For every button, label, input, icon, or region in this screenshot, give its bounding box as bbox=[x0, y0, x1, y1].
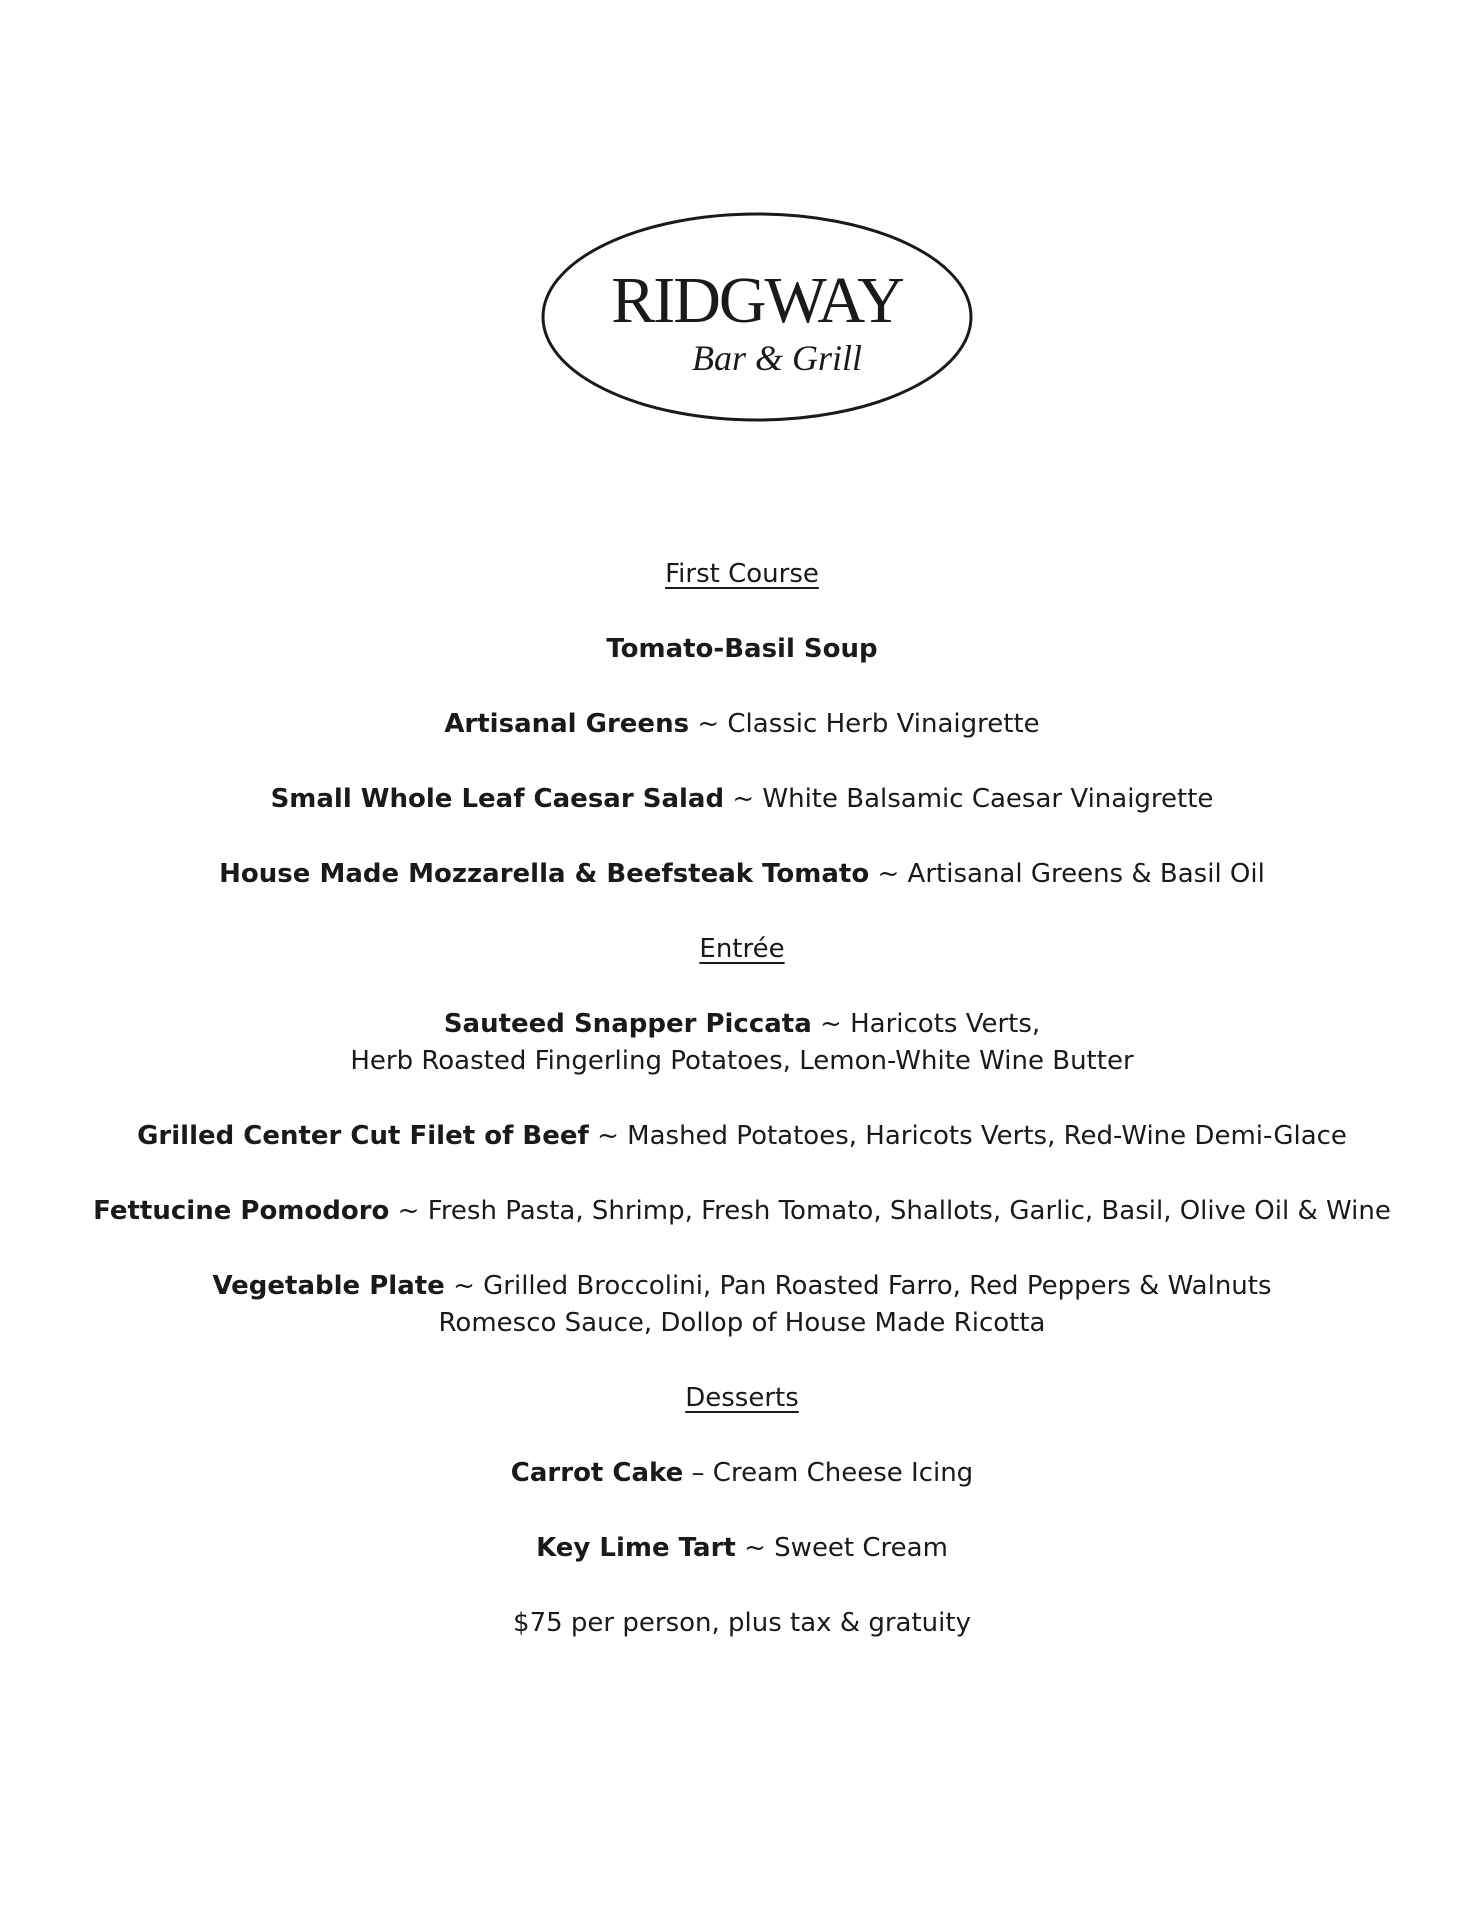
item-description: Haricots Verts, bbox=[850, 1009, 1041, 1039]
item-description: Fresh Pasta, Shrimp, Fresh Tomato, Shallots, Garlic, Basil, Olive Oil & Wine bbox=[427, 1196, 1391, 1226]
menu-item bbox=[0, 1530, 1484, 1567]
restaurant-logo bbox=[539, 210, 975, 424]
logo-tagline: Bar & Grill bbox=[691, 338, 863, 378]
item-description: White Balsamic Caesar Vinaigrette bbox=[762, 784, 1214, 814]
item-name: Tomato-Basil Soup bbox=[606, 634, 878, 664]
menu-item bbox=[0, 781, 1484, 818]
item-description-continued: Herb Roasted Fingerling Potatoes, Lemon-White Wine Butter bbox=[350, 1046, 1134, 1076]
item-separator: ~ bbox=[869, 859, 908, 889]
menu-item bbox=[0, 1268, 1484, 1305]
item-description-continued: Romesco Sauce, Dollop of House Made Ricotta bbox=[438, 1308, 1046, 1338]
item-separator: – bbox=[683, 1458, 713, 1488]
item-separator: ~ bbox=[389, 1196, 428, 1226]
menu-item bbox=[0, 706, 1484, 743]
item-separator: ~ bbox=[724, 784, 763, 814]
item-name: Grilled Center Cut Filet of Beef bbox=[137, 1121, 589, 1151]
item-separator: ~ bbox=[811, 1009, 851, 1039]
menu-item bbox=[0, 631, 1484, 668]
menu-item bbox=[0, 1455, 1484, 1492]
menu-item bbox=[0, 1193, 1484, 1230]
item-name: Key Lime Tart bbox=[536, 1533, 736, 1563]
item-name: Fettucine Pomodoro bbox=[93, 1196, 390, 1226]
item-name: Carrot Cake bbox=[510, 1458, 684, 1488]
item-name: Small Whole Leaf Caesar Salad bbox=[270, 784, 725, 814]
item-description: Grilled Broccolini, Pan Roasted Farro, Red Peppers & Walnuts bbox=[483, 1271, 1272, 1301]
menu-item bbox=[0, 1006, 1484, 1043]
price-note: $75 per person, plus tax & gratuity bbox=[513, 1608, 971, 1638]
item-name: House Made Mozzarella & Beefsteak Tomato bbox=[219, 859, 870, 889]
item-name: Vegetable Plate bbox=[212, 1271, 445, 1301]
item-description: Sweet Cream bbox=[774, 1533, 948, 1563]
item-description: Mashed Potatoes, Haricots Verts, Red-Wine Demi-Glace bbox=[627, 1121, 1347, 1151]
menu-item bbox=[0, 1118, 1484, 1155]
section-heading-desserts: Desserts bbox=[685, 1383, 799, 1413]
menu-item bbox=[0, 856, 1484, 893]
menu bbox=[0, 556, 1484, 1642]
item-name: Artisanal Greens bbox=[444, 709, 690, 739]
section-heading-first-course: First Course bbox=[665, 559, 819, 589]
item-description: Cream Cheese Icing bbox=[712, 1458, 974, 1488]
item-description: Artisanal Greens & Basil Oil bbox=[907, 859, 1265, 889]
section-heading-entree: Entrée bbox=[699, 934, 785, 964]
item-separator: ~ bbox=[689, 709, 728, 739]
item-name: Sauteed Snapper Piccata bbox=[443, 1009, 812, 1039]
item-separator: ~ bbox=[444, 1271, 484, 1301]
item-separator: ~ bbox=[588, 1121, 628, 1151]
item-description: Classic Herb Vinaigrette bbox=[727, 709, 1040, 739]
item-separator: ~ bbox=[735, 1533, 775, 1563]
logo-wordmark: RIDGWAY bbox=[611, 264, 903, 337]
